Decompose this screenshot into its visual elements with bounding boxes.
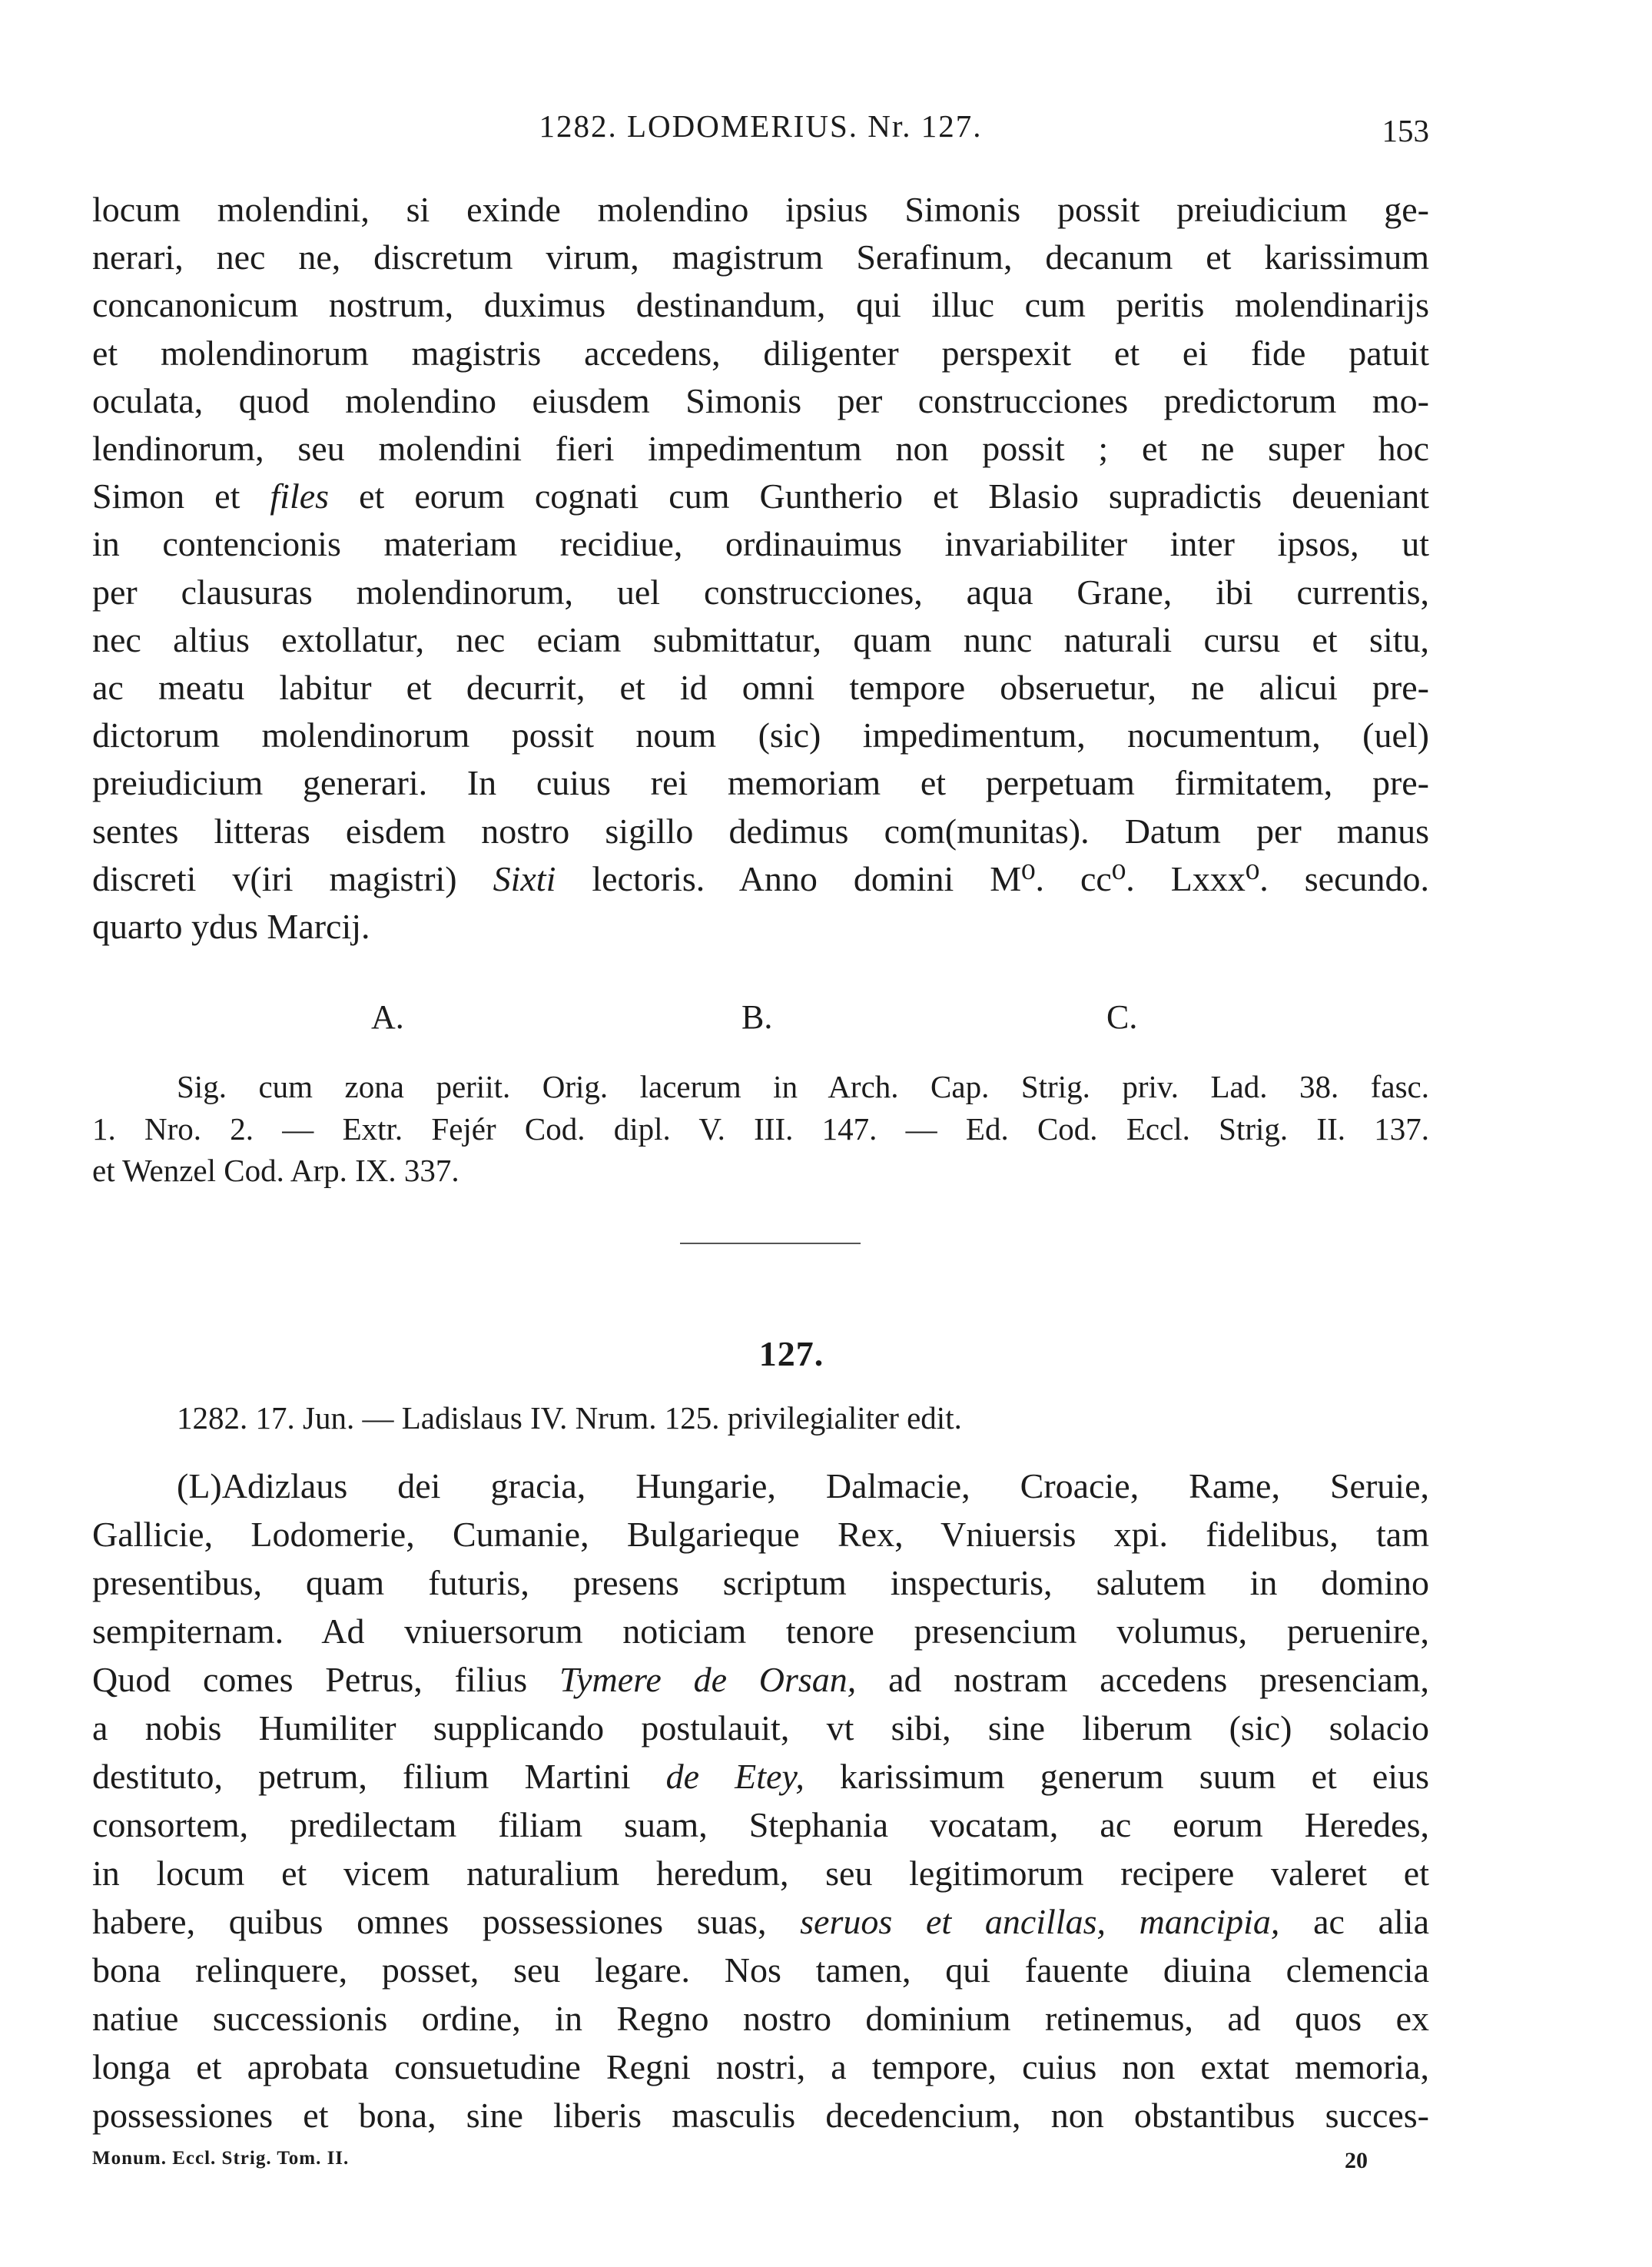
italic-name: Tymere de Orsan, bbox=[559, 1660, 857, 1699]
letter-c: C. bbox=[1106, 998, 1138, 1036]
italic-word: files bbox=[270, 476, 330, 516]
text-line: presentibus, quam futuris, presens scriptum inspecturis, salutem in domino bbox=[92, 1563, 1429, 1602]
italic-phrase: seruos et ancillas, mancipia, bbox=[800, 1902, 1280, 1941]
text-line: per clausuras molendinorum, uel construcciones, aqua Grane, ibi currentis, bbox=[92, 572, 1429, 612]
letter-a: A. bbox=[371, 998, 404, 1036]
text-run: destituto, petrum, filium Martini bbox=[92, 1757, 631, 1796]
text-run: lectoris. Anno domini M⁰. cc⁰. Lxxx⁰. secundo. bbox=[592, 858, 1430, 898]
sheet-number: 20 bbox=[1345, 2148, 1368, 2173]
note-line: 1. Nro. 2. — Extr. Fejér Cod. dipl. V. III. 147. — Ed. Cod. Eccl. Strig. II. 137. bbox=[92, 1110, 1429, 1147]
section-divider bbox=[680, 1243, 861, 1244]
text-line: possessiones et bona, sine liberis masculis decedencium, non obstantibus succes- bbox=[92, 2096, 1429, 2135]
italic-name: de Etey, bbox=[665, 1757, 804, 1796]
running-head bbox=[92, 108, 1429, 154]
text-line: preiudicium generari. In cuius rei memoriam et perpetuam firmitatem, pre- bbox=[92, 763, 1429, 803]
text-line: sempiternam. Ad vniuersorum noticiam tenore presencium volumus, peruenire, bbox=[92, 1611, 1429, 1651]
text-line: dictorum molendinorum possit noum (sic) impedimentum, nocumentum, (uel) bbox=[92, 715, 1429, 755]
text-line: locum molendini, si exinde molendino ipsius Simonis possit preiudicium ge- bbox=[92, 190, 1429, 229]
text-line: quarto ydus Marcij. bbox=[92, 907, 370, 947]
text-run: Quod comes Petrus, filius bbox=[92, 1660, 528, 1699]
text-line: a nobis Humiliter supplicando postulauit, vt sibi, sine liberum (sic) solacio bbox=[92, 1708, 1429, 1748]
signature-mark: Monum. Eccl. Strig. Tom. II. bbox=[92, 2148, 350, 2169]
text-run: et eorum cognati cum Guntherio et Blasio supradictis deueniant bbox=[359, 476, 1430, 516]
text-line: nec altius extollatur, nec eciam submittatur, quam nunc naturali cursu et situ, bbox=[92, 619, 1429, 659]
text-run: discreti v(iri magistri) bbox=[92, 858, 457, 898]
text-line bbox=[92, 1897, 1429, 1946]
source-note bbox=[92, 1066, 1429, 1192]
text-line: lendinorum, seu molendini fieri impedimentum non possit ; et ne super hoc bbox=[92, 429, 1429, 469]
document-number: 127. bbox=[758, 1334, 824, 1373]
text-line: in contencionis materiam recidiue, ordinauimus invariabiliter inter ipsos, ut bbox=[92, 524, 1429, 564]
text-line: bona relinquere, posset, seu legare. Nos tamen, qui fauente diuina clemencia bbox=[92, 1950, 1429, 1990]
chirograph-letters bbox=[0, 997, 1652, 1044]
italic-name: Sixti bbox=[493, 858, 556, 898]
text-line: natiue successionis ordine, in Regno nostro dominium retinemus, ad quos ex bbox=[92, 1999, 1429, 2038]
running-title: 1282. LODOMERIUS. Nr. 127. bbox=[539, 108, 983, 144]
text-line: Gallicie, Lodomerie, Cumanie, Bulgarieque Rex, Vniuersis xpi. fidelibus, tam bbox=[92, 1515, 1429, 1554]
text-line bbox=[92, 473, 1429, 520]
text-line: in locum et vicem naturalium heredum, seu legitimorum recipere valeret et bbox=[92, 1854, 1429, 1893]
paragraph-continuation bbox=[92, 186, 1429, 951]
text-line: longa et aprobata consuetudine Regni nostri, a tempore, cuius non extat memoria, bbox=[92, 2047, 1429, 2086]
text-line: (L)Adizlaus dei gracia, Hungarie, Dalmacie, Croacie, Rame, Seruie, bbox=[177, 1466, 1429, 1505]
text-line: consortem, predilectam filiam suam, Stephania vocatam, ac eorum Heredes, bbox=[92, 1805, 1429, 1844]
text-run: Simon et bbox=[92, 476, 241, 516]
charter-text bbox=[92, 1462, 1429, 2139]
note-line: et Wenzel Cod. Arp. IX. 337. bbox=[92, 1153, 459, 1188]
text-line: ac meatu labitur et decurrit, et id omni tempore obseruetur, ne alicui pre- bbox=[92, 668, 1429, 708]
text-line: nerari, nec ne, discretum virum, magistrum Serafinum, decanum et karissimum bbox=[92, 237, 1429, 277]
text-line: sentes litteras eisdem nostro sigillo dedimus com(munitas). Datum per manus bbox=[92, 811, 1429, 851]
text-run: habere, quibus omnes possessiones suas, bbox=[92, 1902, 767, 1941]
text-line: oculata, quod molendino eiusdem Simonis per construcciones predictorum mo- bbox=[92, 380, 1429, 420]
text-line bbox=[92, 1655, 1429, 1704]
page-footer bbox=[92, 2148, 1368, 2186]
document-regest: 1282. 17. Jun. — Ladislaus IV. Nrum. 125. privilegialiter edit. bbox=[177, 1400, 962, 1436]
page-number: 153 bbox=[1382, 113, 1429, 148]
text-line bbox=[92, 855, 1429, 903]
letter-b: B. bbox=[741, 998, 773, 1036]
text-line: concanonicum nostrum, duximus destinandum, qui illuc cum peritis molendinarijs bbox=[92, 285, 1429, 325]
text-run: ad nostram accedens presenciam, bbox=[888, 1660, 1430, 1699]
text-line bbox=[92, 1752, 1429, 1801]
text-line: et molendinorum magistris accedens, diligenter perspexit et ei fide patuit bbox=[92, 333, 1429, 373]
text-run: karissimum generum suum et eius bbox=[839, 1757, 1430, 1796]
note-line: Sig. cum zona periit. Orig. lacerum in Arch. Cap. Strig. priv. Lad. 38. fasc. bbox=[177, 1069, 1429, 1104]
text-run: ac alia bbox=[1313, 1902, 1429, 1941]
